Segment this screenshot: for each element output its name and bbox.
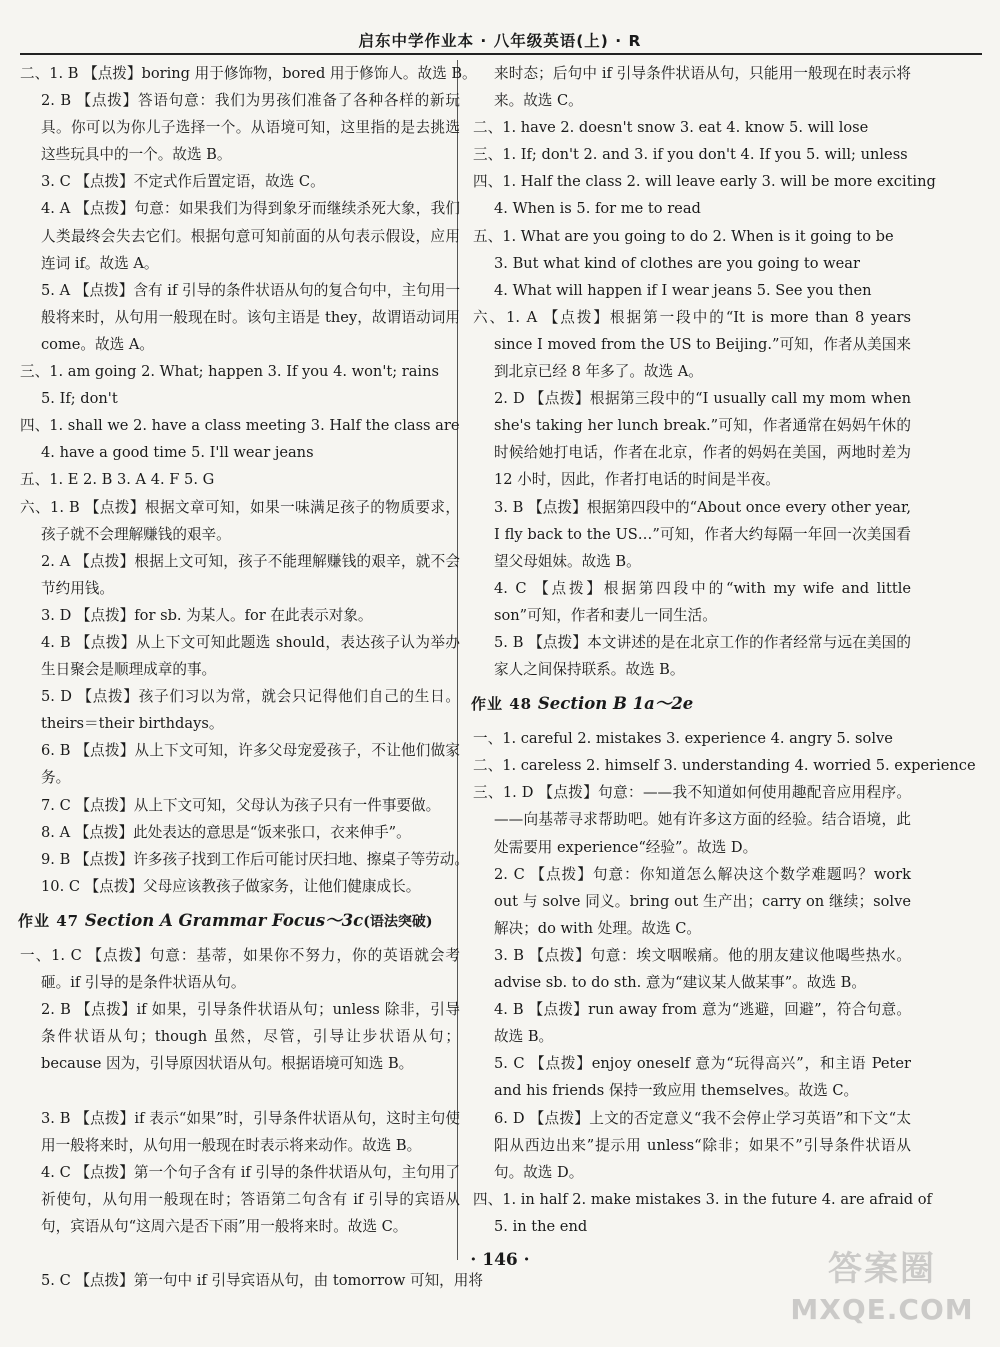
answer-line: 4. When is 5. for me to read bbox=[494, 200, 701, 218]
answer-item: 六、1. B 【点拨】根据文章可知，如果一味满足孩子的物质要求，孩子就不会理解赚钱的艰辛。 bbox=[20, 498, 460, 543]
answer-line: 7. C 【点拨】从上下文可知，父母认为孩子只有一件事要做。 bbox=[41, 796, 441, 814]
answer-item: 2. B 【点拨】if 如果，引导条件状语从句；unless 除非，引导条件状语从句；though 虽然，尽管，引导让步状语从句；because 因为，引导原因状语从句。根据语境可知选 B。 bbox=[41, 1001, 460, 1073]
answer-line: 五、1. What are you going to do 2. When is it going to be bbox=[473, 227, 894, 245]
answer-line: 5. C 【点拨】第一句中 if 引导宾语从句，由 tomorrow 可知，用将 bbox=[41, 1272, 483, 1290]
answer-item: 5. D 【点拨】孩子们习以为常，就会只记得他们自己的生日。theirs＝their birthdays。 bbox=[41, 688, 460, 733]
answer-line: 五、1. E 2. B 3. A 4. F 5. G bbox=[20, 471, 215, 489]
answer-item: 5. C 【点拨】enjoy oneself 意为“玩得高兴”，和主语 Peter and his friends 保持一致应用 themselves。故选 C。 bbox=[494, 1055, 911, 1100]
answer-item: 来时态；后句中 if 引导条件状语从句，只能用一般现在时表示将来。故选 C。 bbox=[494, 65, 911, 110]
answer-line: 4. What will happen if I wear jeans 5. See you then bbox=[494, 281, 872, 299]
section-47-heading bbox=[18, 906, 460, 936]
answer-line: 二、1. careless 2. himself 3. understanding 4. worried 5. experience bbox=[473, 757, 976, 775]
answer-line: 5. If; don't bbox=[41, 390, 118, 408]
answer-item: 6. B 【点拨】从上下文可知，许多父母宠爱孩子，不让他们做家务。 bbox=[41, 742, 460, 787]
left-column bbox=[18, 60, 483, 1294]
answer-item: 2. C 【点拨】句意：你知道怎么解决这个数学难题吗？work out 与 solve 同义。bring out 生产出；carry on 继续；solve 解决；do with 处理。故选 C。 bbox=[494, 865, 911, 937]
section-title: Section A Grammar Focus～3c bbox=[84, 910, 364, 930]
answer-line: 5. in the end bbox=[494, 1217, 588, 1235]
answer-item: 2. D 【点拨】根据第三段中的“I usually call my mom when she's taking her lunch break.”可知，作者通常在妈妈午休的时候给她打电话，作者在北京，作者的妈妈在美国，两地时差为 12 小时，因此，作者打电话的时间是半夜。 bbox=[494, 390, 911, 489]
answer-line: 四、1. Half the class 2. will leave early 3. will be more exciting bbox=[473, 173, 936, 191]
answer-item: 4. A 【点拨】句意：如果我们为得到象牙而继续杀死大象，我们人类最终会失去它们。根据句意可知前面的从句表示假设，应用连词 if。故选 A。 bbox=[41, 200, 460, 272]
answer-item: 一、1. C 【点拨】句意：基蒂，如果你不努力，你的英语就会考砸。if 引导的是条件状语从句。 bbox=[20, 946, 460, 992]
section-tag: (语法突破) bbox=[363, 913, 433, 930]
answer-item: 6. D 【点拨】上文的否定意义“我不会停止学习英语”和下文“太阳从西边出来”提示用 unless“除非；如果不”引导条件状语从句。故选 D。 bbox=[494, 1109, 911, 1181]
answer-line: 一、1. careful 2. mistakes 3. experience 4. angry 5. solve bbox=[473, 730, 893, 748]
answer-line: 三、1. am going 2. What; happen 3. If you 4. won't; rains bbox=[20, 363, 439, 381]
page-number: · 146 · bbox=[470, 1250, 530, 1270]
answer-line: 10. C 【点拨】父母应该教孩子做家务，让他们健康成长。 bbox=[41, 877, 421, 895]
page-header bbox=[0, 0, 1000, 52]
header-rule bbox=[20, 53, 982, 55]
answer-line: 四、1. shall we 2. have a class meeting 3. Half the class are bbox=[20, 417, 460, 435]
answer-item: 3. B 【点拨】句意：埃文咽喉痛。他的朋友建议他喝些热水。advise sb. to do sth. 意为“建议某人做某事”。故选 B。 bbox=[494, 946, 911, 992]
answer-line: 四、1. in half 2. make mistakes 3. in the future 4. are afraid of bbox=[473, 1190, 932, 1208]
answer-line: 3. But what kind of clothes are you going to wear bbox=[494, 254, 860, 272]
answer-item: 2. A 【点拨】根据上文可知，孩子不能理解赚钱的艰辛，就不会节约用钱。 bbox=[41, 552, 460, 597]
answer-item: 4. C 【点拨】第一个句子含有 if 引导的条件状语从句，主句用了祈使句，从句用一般现在时；答语第二句含有 if 引导的宾语从句，宾语从句“这周六是否下雨”用一般将来时。故选 C。 bbox=[41, 1163, 460, 1235]
watermark-logo bbox=[782, 1247, 982, 1339]
answer-line: 二、1. have 2. doesn't snow 3. eat 4. know 5. will lose bbox=[473, 119, 869, 137]
answer-line: 4. have a good time 5. I'll wear jeans bbox=[41, 444, 314, 462]
answer-item: 六、1. A 【点拨】根据第一段中的“It is more than 8 years since I moved from the US to Beijing.”可知，作者从美国来到北京已经 8 年多了。故选 A。 bbox=[473, 308, 911, 381]
watermark-text: 答案圈 bbox=[828, 1249, 936, 1289]
answer-item: 3. B 【点拨】根据第四段中的“About once every other year, I fly back to the US…”可知，作者大约每隔一年回一次美国看望父母姐妹。故选 B。 bbox=[494, 498, 911, 570]
section-title: Section B 1a～2e bbox=[537, 694, 694, 714]
answer-item: 5. B 【点拨】本文讲述的是在北京工作的作者经常与远在美国的家人之间保持联系。故选 B。 bbox=[494, 634, 911, 679]
answer-item: 4. B 【点拨】run away from 意为“逃避，回避”，符合句意。故选 B。 bbox=[494, 1001, 911, 1046]
section-label: 作业 48 bbox=[471, 695, 533, 714]
header-title: 启东中学作业本 · 八年级英语(上) · R bbox=[358, 32, 642, 50]
answer-item: 5. A 【点拨】含有 if 引导的条件状语从句的复合句中，主句用一般将来时，从句用一般现在时。该句主语是 they，故谓语动词用 come。故选 A。 bbox=[41, 281, 460, 353]
answer-line: 三、1. If; don't 2. and 3. if you don't 4. If you 5. will; unless bbox=[473, 146, 908, 164]
answer-item: 三、1. D 【点拨】句意：——我不知道如何使用趣配音应用程序。——向基蒂寻求帮助吧。她有许多这方面的经验。结合语境，此处需要用 experience“经验”。故选 D。 bbox=[473, 784, 911, 856]
right-column bbox=[471, 60, 976, 1240]
section-label: 作业 47 bbox=[18, 911, 80, 930]
section-48-heading bbox=[471, 689, 911, 719]
answer-item: 4. B 【点拨】从上下文可知此题选 should，表达孩子认为举办生日聚会是顺理成章的事。 bbox=[41, 634, 460, 679]
watermark-url: MXQE.COM bbox=[790, 1293, 974, 1326]
answer-line: 3. C 【点拨】不定式作后置定语，故选 C。 bbox=[41, 173, 325, 191]
answer-line: 8. A 【点拨】此处表达的意思是“饭来张口，衣来伸手”。 bbox=[41, 823, 411, 841]
answer-item: 4. C 【点拨】根据第四段中的“with my wife and little son”可知，作者和妻儿一同生活。 bbox=[494, 579, 911, 624]
answer-line: 二、1. B 【点拨】boring 用于修饰物，bored 用于修饰人。故选 B。 bbox=[20, 65, 477, 82]
answer-line: 3. D 【点拨】for sb. 为某人。for 在此表示对象。 bbox=[41, 606, 373, 624]
answer-item: 2. B 【点拨】答语句意：我们为男孩们准备了各种各样的新玩具。你可以为你儿子选择一个。从语境可知，这里指的是去挑选这些玩具中的一个。故选 B。 bbox=[41, 92, 460, 164]
answer-item: 3. B 【点拨】if 表示“如果”时，引导条件状语从句，这时主句使用一般将来时，从句用一般现在时表示将来动作。故选 B。 bbox=[41, 1109, 460, 1154]
answer-line: 9. B 【点拨】许多孩子找到工作后可能讨厌扫地、擦桌子等劳动。 bbox=[41, 850, 469, 868]
